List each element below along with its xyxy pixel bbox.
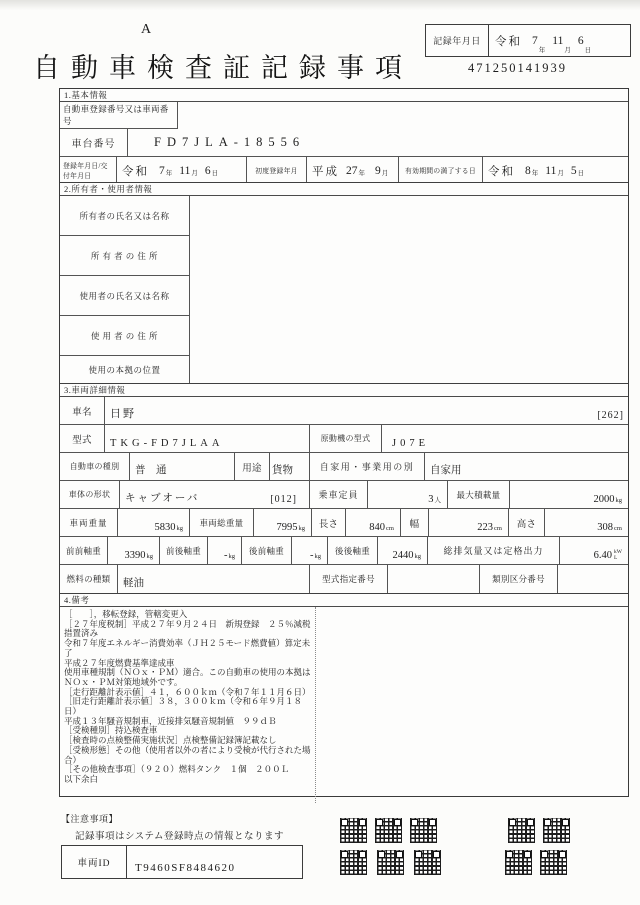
remark-line: ［受検形態］その他（使用者以外の者により受検が代行された場合） [64,744,311,765]
remark-line: ［検査時の点検整備実施状況］点検整備記録簿記載なし [64,735,277,746]
type-certification-label: 型式指定番号 [310,565,388,593]
remark-line: 平成１３年騒音規制車，近接排気騒音規制値 ９９ｄＢ [64,715,277,726]
displacement-number: 6.40 [593,550,613,561]
displacement-label: 総排気量又は定格出力 [428,537,560,564]
section-title-vehicle: 3.車両詳細情報 [60,383,628,397]
vehicle-kind-value: 普 通 [130,453,235,480]
remark-line: ［ ］，移転登録，管轄変更入 [64,609,188,619]
kg-unit: kg [314,553,321,560]
qr-code [410,818,437,843]
registration-date-label: 登録年月日/交付年月日 [60,157,117,182]
expiry-month: 11 [545,165,557,177]
kg-unit: kg [298,525,305,532]
cm-unit: cm [386,525,394,532]
length-value [346,509,401,536]
cm-unit: cm [614,525,622,532]
kg-unit: kg [615,497,622,504]
vehicle-id-box [61,845,303,879]
day-unit: 日 [584,47,592,54]
axle-weights-row [60,537,628,565]
day-unit: 日 [577,170,585,177]
gross-weight-value [254,509,312,536]
first-reg-era: 平成 [312,166,339,178]
owner-address-row [60,236,628,276]
class-number-value [558,565,628,593]
qr-code [375,818,402,843]
registration-number-label: 自動車登録番号又は車両番号 [60,102,178,129]
vehicle-name-text: 日野 [110,408,136,420]
person-unit: 人 [434,497,441,504]
engine-model-label: 原動機の型式 [310,425,382,452]
remark-line: ［受検種別］持込検査車 [64,725,158,736]
record-date-month: 11 [552,34,564,47]
height-number: 308 [597,522,614,533]
vehicle-id-label: 車両ID [62,846,127,878]
vehicle-weight-value [118,509,190,536]
body-shape-text: キャブオーバ [125,493,200,504]
height-label: 高さ [509,509,545,536]
remark-line: ［旧走行距離計表示値］３８，３００ｋｍ（令和６年９月１８日） [64,696,303,717]
cm-unit: cm [494,525,502,532]
notice-text: 記録事項はシステム登録時点の情報となります [75,832,285,842]
user-name-label: 使用者の氏名又は名称 [60,276,190,316]
remark-line: ［走行距離計表示値］４１，６００ｋｍ（令和７年１１月６日） [64,686,311,697]
qr-code [543,818,570,843]
rear-rear-axle-number: 2440 [392,550,414,561]
reg-date-year: 7 [159,165,165,177]
rear-rear-axle-value [378,537,428,564]
max-load-label: 最大積載量 [448,481,510,508]
user-address-row [60,316,628,356]
registration-number-row [60,102,628,129]
reg-date-month: 11 [179,165,191,177]
month-unit: 月 [191,170,198,177]
owner-name-row [60,196,628,236]
qr-code [340,850,367,875]
remark-line: 使用車種規制（ＮＯｘ・ＰＭ）適合。この自動車の使用の本拠はＮＯｘ・ＰＭ対策地域外です。 [64,667,311,687]
height-value [545,509,628,536]
front-rear-axle-label: 前後軸重 [160,537,208,564]
vehicle-name-value [105,397,628,424]
reg-date-era: 令和 [122,166,149,178]
model-value: TKG-FD7JLAA [105,425,310,452]
displacement-value [560,537,628,564]
scan-edge-artifact [0,0,640,10]
first-registration-label: 初度登録年月 [247,157,307,182]
class-number-label: 類別区分番号 [480,565,558,593]
vehicle-name-row [60,397,628,425]
seating-capacity-number: 3 [428,494,434,505]
body-shape-code: [012] [270,494,297,505]
expiry-date-label: 有効期間の満了する日 [399,157,483,182]
expiry-day: 5 [570,165,577,177]
vehicle-weight-label: 車両重量 [60,509,118,536]
expiry-era: 令和 [488,166,515,178]
kg-unit: kg [414,553,421,560]
seating-capacity-value [368,481,448,508]
fuel-type-value: 軽油 [118,565,310,593]
year-unit: 年 [165,170,173,177]
gross-weight-label: 車両総重量 [190,509,254,536]
month-unit: 月 [564,47,571,54]
user-address-label: 使 用 者 の 住 所 [60,316,190,356]
length-number: 840 [369,522,386,533]
remarks-text [60,607,316,803]
expiry-year: 8 [525,165,531,177]
section-title-owner: 2.所有者・使用者情報 [60,182,628,196]
kw-unit: kW [614,549,622,555]
rear-front-axle-value [292,537,328,564]
kg-unit: kg [176,525,183,532]
expiry-date-value [483,157,628,182]
vehicle-kind-label: 自動車の種別 [60,453,130,480]
first-reg-month: 9 [375,165,381,177]
front-rear-axle-value [208,537,242,564]
document-number: 471250141939 [468,61,567,75]
displacement-units [614,550,622,561]
registration-date-value [117,157,247,182]
year-unit: 年 [358,170,365,177]
record-date-day: 6 [577,34,584,47]
remark-line: 平成２７年度燃費基準達成車 [64,657,175,668]
day-unit: 日 [211,170,219,177]
month-unit: 月 [381,170,389,177]
qr-code [377,850,404,875]
use-value: 貨物 [270,453,310,480]
private-business-label: 自家用・事業用の別 [310,453,425,480]
record-date-label: 記録年月日 [426,25,489,56]
rear-front-axle-label: 後前軸重 [242,537,292,564]
seating-capacity-label: 乗車定員 [310,481,368,508]
width-label: 幅 [401,509,429,536]
fuel-row [60,565,628,593]
reg-date-day: 6 [204,165,211,177]
vehicle-weight-number: 5830 [154,522,176,533]
owner-name-label: 所有者の氏名又は名称 [60,196,190,236]
qr-code [508,818,535,843]
record-date-year: 7 [532,34,538,47]
front-rear-axle-number: - [224,550,228,561]
body-shape-value [120,481,310,508]
page-title: 自動車検査証記録事項 [33,53,413,83]
max-load-value [510,481,628,508]
base-location-row [60,356,628,383]
remarks-box [60,607,628,803]
remark-line: 令和７年度エネルギー消費効率（ＪＨ２５モード燃費値）算定未了 [64,638,311,658]
use-label: 用途 [235,453,270,480]
front-front-axle-label: 前前軸重 [60,537,108,564]
rear-front-axle-number: - [310,550,314,561]
vehicle-id-value: T9460SF8484620 [135,862,236,874]
length-label: 長さ [312,509,346,536]
month-unit: 月 [557,170,564,177]
type-certification-value [388,565,480,593]
engine-model-value: J07E [392,438,429,449]
record-date-era: 令和 [495,35,522,48]
model-row [60,425,628,453]
qr-code [414,850,441,875]
weights-dimensions-row [60,509,628,537]
first-registration-value [307,157,399,182]
gross-weight-number: 7995 [276,522,298,533]
chassis-number-label: 車台番号 [60,129,128,156]
qr-code [505,850,532,875]
width-number: 223 [477,522,494,533]
body-shape-label: 車体の形状 [60,481,120,508]
fuel-type-label: 燃料の種類 [60,565,118,593]
remark-line: 以下余白 [64,773,99,784]
chassis-number-row [60,129,628,157]
form-type-label: A [141,22,153,37]
front-front-axle-value [108,537,160,564]
liter-unit: L [614,554,618,561]
owner-address-label: 所 有 者 の 住 所 [60,236,190,276]
section-title-remarks: 4.備考 [60,593,628,607]
private-business-value: 自家用 [430,465,462,476]
main-table [59,88,629,797]
vehicle-name-code: [262] [597,410,624,421]
vehicle-kind-row [60,453,628,481]
year-unit: 年 [538,47,546,54]
vehicle-name-label: 車名 [60,397,105,424]
first-reg-year: 27 [346,165,358,177]
record-date-box [425,24,631,57]
front-front-axle-number: 3390 [124,550,146,561]
kg-unit: kg [228,553,235,560]
dates-row [60,157,628,182]
width-value [429,509,509,536]
record-date-value [489,25,630,56]
qr-code [540,850,567,875]
remark-line: ［２７年度税制］平成２７年９月２４日 新規登録 ２５％減税措置済み [64,618,311,639]
body-shape-row [60,481,628,509]
user-name-row [60,276,628,316]
remark-line: ［その他検査事項］（９２０）燃料タンク １個 ２００Ｌ [64,764,290,775]
rear-rear-axle-label: 後後軸重 [328,537,378,564]
year-unit: 年 [531,170,539,177]
remarks-empty-area [316,607,628,803]
max-load-number: 2000 [593,494,615,505]
base-location-label: 使用の本拠の位置 [60,356,190,383]
model-label: 型式 [60,425,105,452]
section-title-basic: 1.基本情報 [60,89,628,102]
chassis-number-value: FD7JLA-18556 [154,134,306,149]
kg-unit: kg [146,553,153,560]
qr-code [340,818,367,843]
notice-title: 【注意事項】 [61,814,119,824]
